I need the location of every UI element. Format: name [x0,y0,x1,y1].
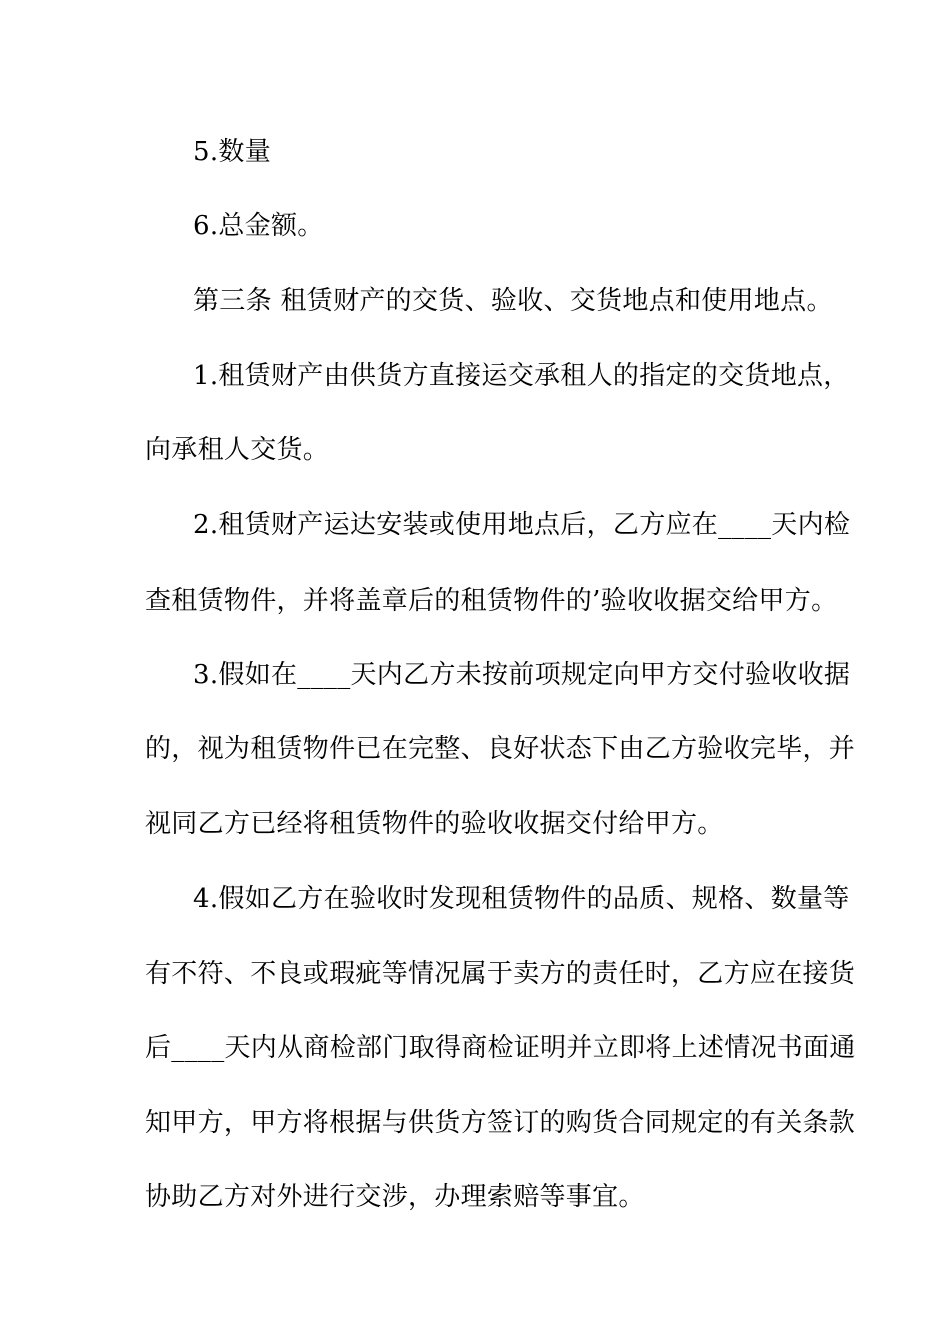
clause-4-line-1: 4.假如乙方在验收时发现租赁物件的品质、规格、数量等 [193,884,850,914]
clause-3-line-1: 3.假如在____天内乙方未按前项规定向甲方交付验收收据 [193,660,851,690]
clause-4-line-2: 有不符、不良或瑕疵等情况属于卖方的责任时，乙方应在接货 [145,959,856,989]
clause-3-line-3: 视同乙方已经将租赁物件的验收收据交付给甲方。 [145,809,724,839]
clause-1-line-2: 向承租人交货。 [145,435,330,465]
clause-3-line-2: 的，视为租赁物件已在完整、良好状态下由乙方验收完毕，并 [145,734,856,764]
clause-1-line-1: 1.租赁财产由供货方直接运交承租人的指定的交货地点， [193,361,850,391]
item-5-quantity: 5.数量 [193,137,272,167]
clause-2-line-2: 查租赁物件，并将盖章后的租赁物件的’验收收据交给甲方。 [145,586,838,616]
item-6-total-amount: 6.总金额。 [193,211,324,241]
clause-4-line-5: 协助乙方对外进行交涉，办理索赔等事宜。 [145,1182,645,1212]
clause-4-line-3: 后____天内从商检部门取得商检证明并立即将上述情况书面通 [145,1033,856,1063]
article-3-heading: 第三条 租赁财产的交货、验收、交货地点和使用地点。 [193,286,833,316]
clause-4-line-4: 知甲方，甲方将根据与供货方签订的购货合同规定的有关条款 [145,1108,856,1138]
clause-2-line-1: 2.租赁财产运达安装或使用地点后，乙方应在____天内检 [193,510,851,540]
